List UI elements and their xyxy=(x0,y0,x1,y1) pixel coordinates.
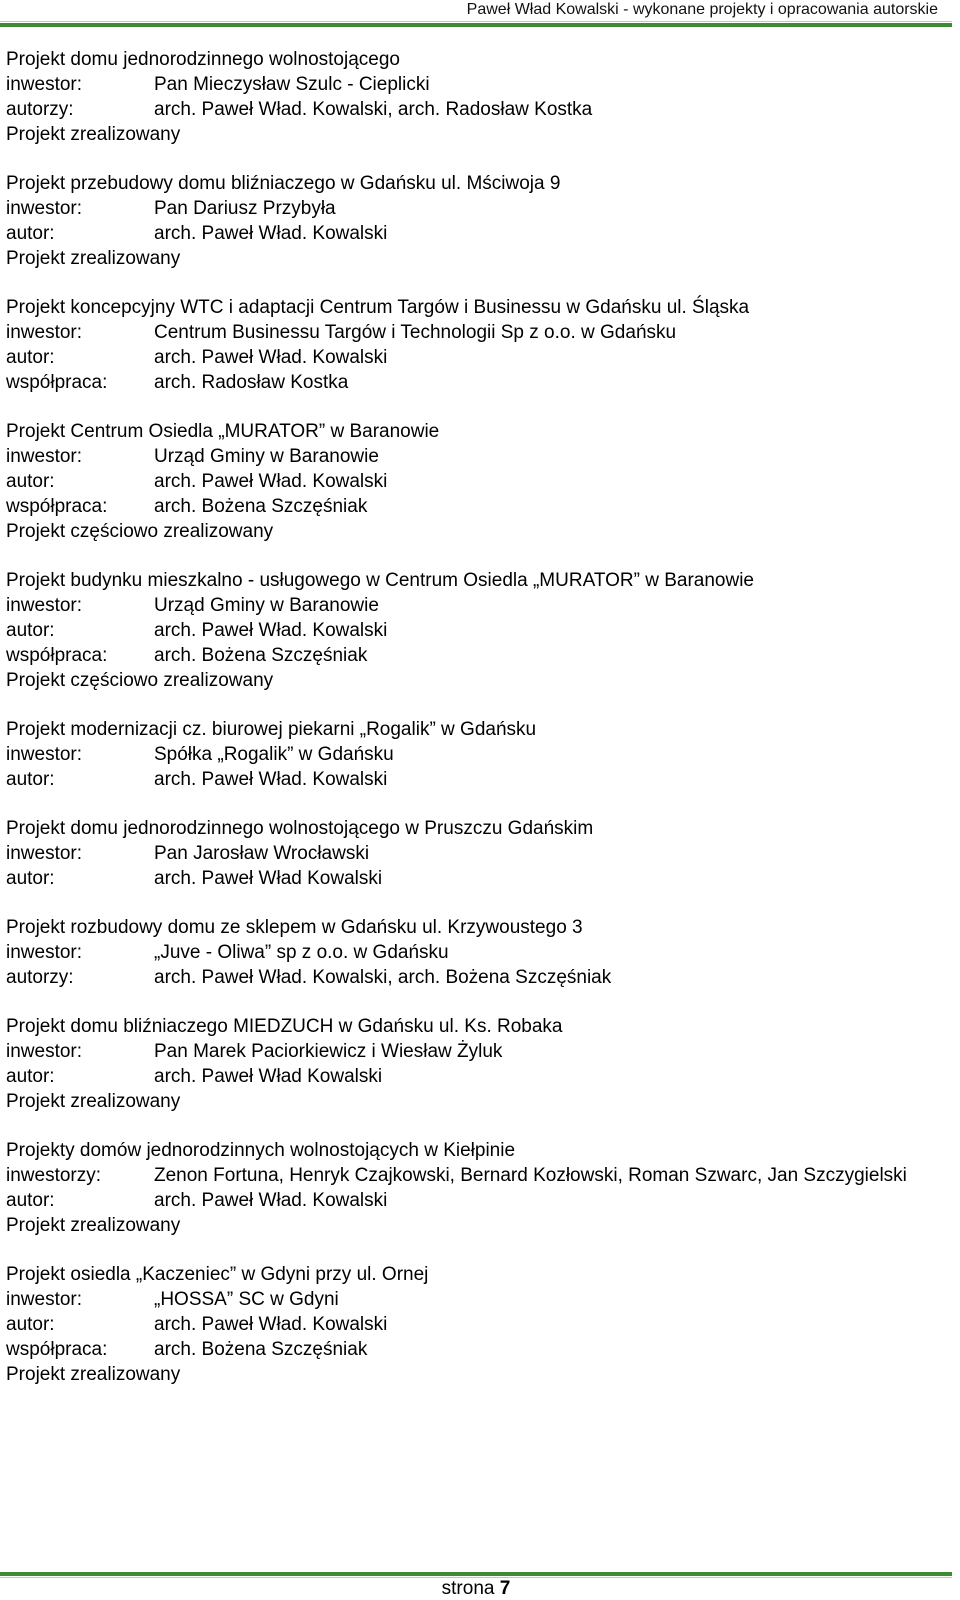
field-value: arch. Paweł Wład. Kowalski xyxy=(154,769,388,790)
project-status: Projekt częściowo zrealizowany xyxy=(6,670,274,691)
document-header-title: Paweł Wład Kowalski - wykonane projekty i opracowania autorskie xyxy=(466,1,938,18)
project-entry xyxy=(6,419,946,544)
project-field xyxy=(6,1039,946,1064)
project-field xyxy=(6,72,946,97)
project-status: Projekt zrealizowany xyxy=(6,248,181,269)
project-entry xyxy=(6,568,946,693)
field-label: autor: xyxy=(6,769,55,790)
project-field xyxy=(6,196,946,221)
page-label: strona xyxy=(441,1578,495,1599)
project-entry xyxy=(6,171,946,271)
project-field xyxy=(6,97,946,122)
field-value: Pan Jarosław Wrocławski xyxy=(154,843,370,864)
field-label: inwestor: xyxy=(6,198,83,219)
field-value: arch. Paweł Wład. Kowalski xyxy=(154,620,388,641)
project-field xyxy=(6,1163,946,1188)
project-field xyxy=(6,618,946,643)
field-value: arch. Paweł Wład. Kowalski, arch. Bożena Szczęśniak xyxy=(154,967,612,988)
project-field xyxy=(6,221,946,246)
field-value: Urząd Gminy w Baranowie xyxy=(154,446,379,467)
field-label: autorzy: xyxy=(6,99,74,120)
field-value: arch. Paweł Wład. Kowalski, arch. Radosław Kostka xyxy=(154,99,593,120)
field-label: autor: xyxy=(6,1190,55,1211)
project-field xyxy=(6,320,946,345)
project-entry xyxy=(6,1014,946,1114)
field-label: autor: xyxy=(6,471,55,492)
project-field xyxy=(6,469,946,494)
project-field xyxy=(6,965,946,990)
field-label: autor: xyxy=(6,1314,55,1335)
field-label: inwestor: xyxy=(6,595,83,616)
page-number xyxy=(0,1578,952,1600)
project-status: Projekt zrealizowany xyxy=(6,124,181,145)
page-number-value: 7 xyxy=(499,1578,511,1599)
project-field xyxy=(6,494,946,519)
field-value: „HOSSA” SC w Gdyni xyxy=(154,1289,339,1310)
project-list xyxy=(6,47,946,1411)
project-field xyxy=(6,370,946,395)
field-value: Zenon Fortuna, Henryk Czajkowski, Bernard Kozłowski, Roman Szwarc, Jan Szczygielski xyxy=(154,1165,907,1186)
field-label: współpraca: xyxy=(6,645,108,666)
field-label: autor: xyxy=(6,868,55,889)
project-entry xyxy=(6,47,946,147)
header-rule-green xyxy=(0,23,952,27)
field-value: arch. Bożena Szczęśniak xyxy=(154,496,368,517)
project-field xyxy=(6,866,946,891)
project-entry xyxy=(6,1262,946,1387)
field-label: autor: xyxy=(6,347,55,368)
field-value: arch. Paweł Wład. Kowalski xyxy=(154,223,388,244)
field-value: arch. Bożena Szczęśniak xyxy=(154,1339,368,1360)
project-field xyxy=(6,1287,946,1312)
project-field xyxy=(6,444,946,469)
field-label: inwestor: xyxy=(6,1289,83,1310)
field-label: inwestor: xyxy=(6,322,83,343)
field-value: Centrum Businessu Targów i Technologii Sp z o.o. w Gdańsku xyxy=(154,322,677,343)
field-label: współpraca: xyxy=(6,1339,108,1360)
project-title: Projekt domu bliźniaczego MIEDZUCH w Gdańsku ul. Ks. Robaka xyxy=(6,1016,563,1037)
project-title: Projekt modernizacji cz. biurowej piekarni „Rogalik” w Gdańsku xyxy=(6,719,537,740)
project-title: Projekt koncepcyjny WTC i adaptacji Centrum Targów i Businessu w Gdańsku ul. Śląska xyxy=(6,297,750,318)
field-label: inwestor: xyxy=(6,744,83,765)
field-label: inwestor: xyxy=(6,446,83,467)
field-label: inwestor: xyxy=(6,843,83,864)
project-field xyxy=(6,1064,946,1089)
project-field xyxy=(6,593,946,618)
project-entry xyxy=(6,717,946,792)
field-value: Pan Dariusz Przybyła xyxy=(154,198,336,219)
project-title: Projekty domów jednorodzinnych wolnostojących w Kiełpinie xyxy=(6,1140,516,1161)
project-title: Projekt domu jednorodzinnego wolnostojącego w Pruszczu Gdańskim xyxy=(6,818,594,839)
field-value: arch. Paweł Wład Kowalski xyxy=(154,868,383,889)
field-value: arch. Bożena Szczęśniak xyxy=(154,645,368,666)
project-field xyxy=(6,1188,946,1213)
project-status: Projekt zrealizowany xyxy=(6,1215,181,1236)
project-title: Projekt rozbudowy domu ze sklepem w Gdańsku ul. Krzywoustego 3 xyxy=(6,917,583,938)
project-entry xyxy=(6,295,946,395)
project-title: Projekt domu jednorodzinnego wolnostojącego xyxy=(6,49,400,70)
project-entry xyxy=(6,816,946,891)
project-entry xyxy=(6,915,946,990)
field-value: arch. Paweł Wład. Kowalski xyxy=(154,471,388,492)
project-entry xyxy=(6,1138,946,1238)
field-label: autorzy: xyxy=(6,967,74,988)
project-title: Projekt przebudowy domu bliźniaczego w Gdańsku ul. Mściwoja 9 xyxy=(6,173,561,194)
footer-rule-green xyxy=(0,1572,952,1576)
project-field xyxy=(6,345,946,370)
field-value: arch. Radosław Kostka xyxy=(154,372,349,393)
header-rule-thin xyxy=(0,21,952,22)
project-field xyxy=(6,1337,946,1362)
project-status: Projekt zrealizowany xyxy=(6,1091,181,1112)
field-label: autor: xyxy=(6,620,55,641)
field-label: autor: xyxy=(6,223,55,244)
field-label: inwestor: xyxy=(6,1041,83,1062)
field-value: Pan Marek Paciorkiewicz i Wiesław Żyluk xyxy=(154,1041,503,1062)
project-field xyxy=(6,1312,946,1337)
project-field xyxy=(6,940,946,965)
project-title: Projekt osiedla „Kaczeniec” w Gdyni przy ul. Ornej xyxy=(6,1264,429,1285)
field-label: inwestor: xyxy=(6,74,83,95)
project-field xyxy=(6,767,946,792)
project-status: Projekt zrealizowany xyxy=(6,1364,181,1385)
project-status: Projekt częściowo zrealizowany xyxy=(6,521,274,542)
project-field xyxy=(6,643,946,668)
project-field xyxy=(6,742,946,767)
project-title: Projekt Centrum Osiedla „MURATOR” w Baranowie xyxy=(6,421,440,442)
project-field xyxy=(6,841,946,866)
field-label: inwestorzy: xyxy=(6,1165,102,1186)
field-value: Urząd Gminy w Baranowie xyxy=(154,595,379,616)
field-label: współpraca: xyxy=(6,372,108,393)
field-value: arch. Paweł Wład Kowalski xyxy=(154,1066,383,1087)
field-value: arch. Paweł Wład. Kowalski xyxy=(154,1314,388,1335)
field-value: „Juve - Oliwa” sp z o.o. w Gdańsku xyxy=(154,942,449,963)
field-value: arch. Paweł Wład. Kowalski xyxy=(154,347,388,368)
field-label: współpraca: xyxy=(6,496,108,517)
field-value: Spółka „Rogalik” w Gdańsku xyxy=(154,744,394,765)
field-label: inwestor: xyxy=(6,942,83,963)
field-label: autor: xyxy=(6,1066,55,1087)
project-title: Projekt budynku mieszkalno - usługowego w Centrum Osiedla „MURATOR” w Baranowie xyxy=(6,570,754,591)
field-value: Pan Mieczysław Szulc - Cieplicki xyxy=(154,74,430,95)
field-value: arch. Paweł Wład. Kowalski xyxy=(154,1190,388,1211)
